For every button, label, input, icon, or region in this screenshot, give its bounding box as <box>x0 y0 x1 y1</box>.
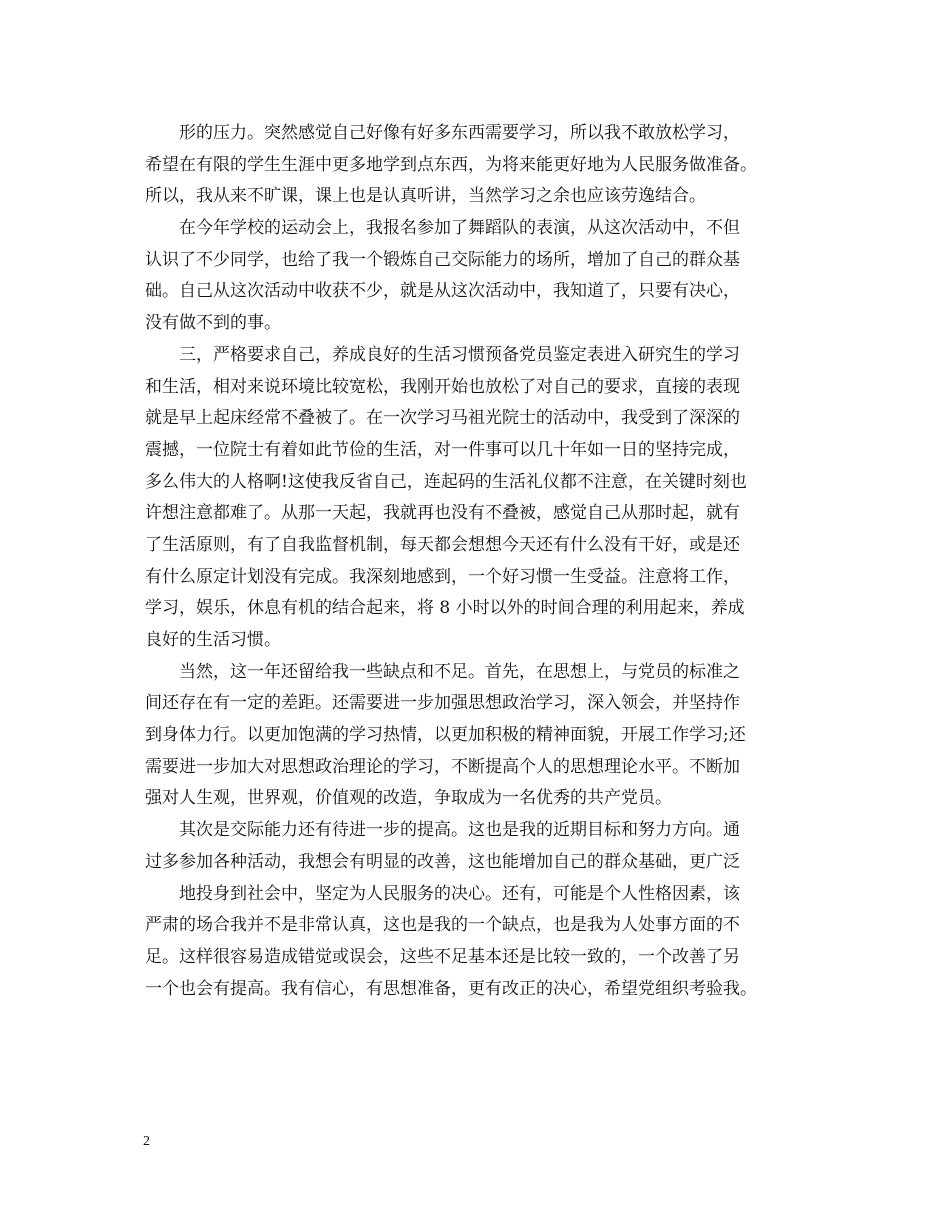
paragraph-3-line: 三，严格要求自己，养成良好的生活习惯预备党员鉴定表进入研究生的学习 <box>179 344 740 365</box>
paragraph-1-line: 希望在有限的学生生涯中更多地学到点东西，为将来能更好地为人民服务做准备。 <box>145 154 757 175</box>
paragraph-2-line: 没有做不到的事。 <box>145 313 281 334</box>
paragraph-6-line: 足。这样很容易造成错觉或误会，这些不足基本还是比较一致的，一个改善了另 <box>145 946 740 967</box>
paragraph-4-line: 当然，这一年还留给我一些缺点和不足。首先，在思想上，与党员的标准之 <box>179 661 740 682</box>
paragraph-5-line: 其次是交际能力还有待进一步的提高。这也是我的近期目标和努力方向。通 <box>179 820 740 841</box>
paragraph-3-line: 就是早上起床经常不叠被了。在一次学习马祖光院士的活动中，我受到了深深的 <box>145 408 740 429</box>
paragraph-4-line: 到身体力行。以更加饱满的学习热情，以更加积极的精神面貌，开展工作学习;还 <box>145 725 746 746</box>
paragraph-3-line: 多么伟大的人格啊!这使我反省自己，连起码的生活礼仪都不注意，在关键时刻也 <box>145 471 747 492</box>
paragraph-4-line: 需要进一步加大对思想政治理论的学习，不断提高个人的思想理论水平。不断加 <box>145 756 740 777</box>
paragraph-4-line: 强对人生观，世界观，价值观的改造，争取成为一名优秀的共产党员。 <box>145 788 672 809</box>
paragraph-1-line: 形的压力。突然感觉自己好像有好多东西需要学习，所以我不敢放松学习， <box>179 123 740 143</box>
page-number: 2 <box>143 1134 150 1149</box>
paragraph-3-line: 了生活原则，有了自我监督机制，每天都会想想今天还有什么没有干好，或是还 <box>145 534 740 555</box>
paragraph-6-line: 一个也会有提高。我有信心，有思想准备，更有改正的决心，希望党组织考验我。 <box>145 978 757 999</box>
paragraph-3-line: 良好的生活习惯。 <box>145 630 281 650</box>
paragraph-6-line: 严肃的场合我并不是非常认真，这也是我的一个缺点，也是我为人处事方面的不 <box>145 915 740 936</box>
paragraph-4-line: 间还存在有一定的差距。还需要进一步加强思想政治学习，深入领会，并坚持作 <box>145 693 740 714</box>
paragraph-1-line: 所以，我从来不旷课，课上也是认真听讲，当然学习之余也应该劳逸结合。 <box>145 186 706 207</box>
paragraph-3-line: 震撼，一位院士有着如此节俭的生活，对一件事可以几十年如一日的坚持完成， <box>145 439 740 460</box>
paragraph-3-line: 学习，娱乐，休息有机的结合起来，将 8 小时以外的时间合理的利用起来，养成 <box>145 598 745 619</box>
paragraph-2-line: 础。自己从这次活动中收获不少，就是从这次活动中，我知道了，只要有决心， <box>145 281 740 302</box>
paragraph-3-line: 和生活，相对来说环境比较宽松，我刚开始也放松了对自己的要求，直接的表现 <box>145 376 740 397</box>
paragraph-3-line: 许想注意都难了。从那一天起，我就再也没有不叠被，感觉自己从那时起，就有 <box>145 503 740 524</box>
paragraph-6-line: 地投身到社会中，坚定为人民服务的决心。还有，可能是个人性格因素，该 <box>179 883 740 904</box>
paragraph-3-line: 有什么原定计划没有完成。我深刻地感到，一个好习惯一生受益。注意将工作， <box>145 566 740 587</box>
paragraph-2-line: 认识了不少同学，也给了我一个锻炼自己交际能力的场所，增加了自己的群众基 <box>145 249 740 270</box>
document-body <box>145 118 825 1005</box>
paragraph-2-line: 在今年学校的运动会上，我报名参加了舞蹈队的表演，从这次活动中，不但 <box>179 218 740 239</box>
paragraph-5-line: 过多参加各种活动，我想会有明显的改善，这也能增加自己的群众基础，更广泛 <box>145 851 740 872</box>
